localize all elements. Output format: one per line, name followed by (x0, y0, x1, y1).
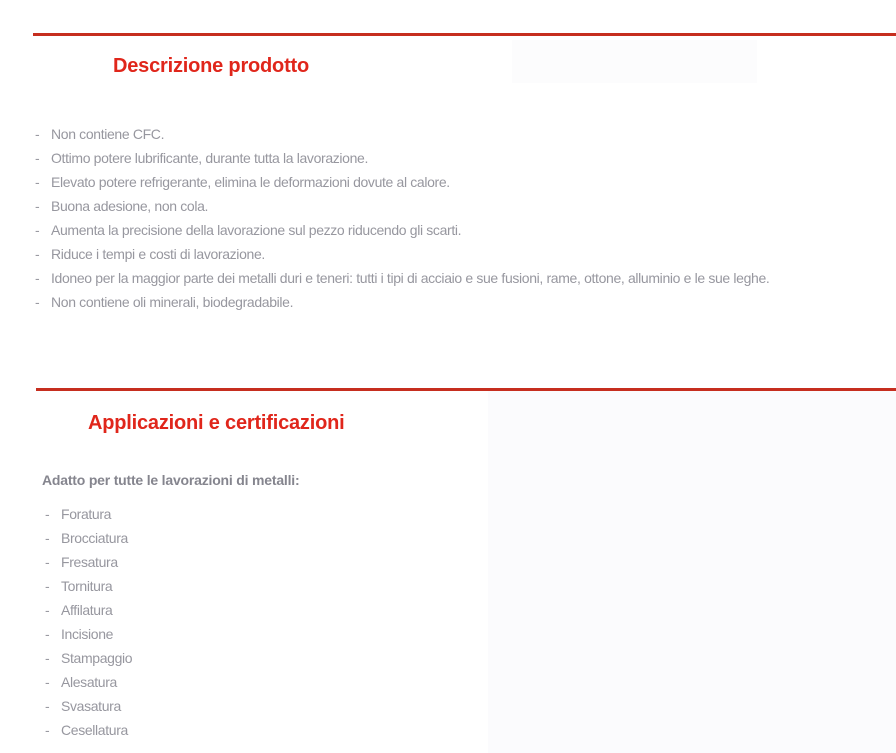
dash-bullet: - (45, 626, 50, 642)
dash-bullet: - (35, 270, 40, 286)
list-item (35, 218, 769, 242)
dash-bullet: - (35, 174, 40, 190)
list-item-text: Cesellatura (61, 722, 128, 738)
applications-section-title: Applicazioni e certificazioni (88, 412, 345, 434)
list-item (45, 502, 132, 526)
list-item (35, 290, 769, 314)
section-divider-rule (33, 33, 896, 36)
applications-list (45, 502, 132, 742)
list-item-text: Alesatura (61, 674, 117, 690)
dash-bullet: - (45, 506, 50, 522)
dash-bullet: - (45, 530, 50, 546)
applications-intro-text: Adatto per tutte le lavorazioni di metalli: (42, 472, 300, 488)
list-item-text: Buona adesione, non cola. (51, 198, 209, 214)
dash-bullet: - (35, 222, 40, 238)
list-item-text: Incisione (61, 626, 114, 642)
list-item (45, 670, 132, 694)
list-item-text: Idoneo per la maggior parte dei metalli duri e teneri: tutti i tipi di acciaio e sue fusioni, rame, ottone, alluminio e le sue leghe. (51, 270, 770, 286)
dash-bullet: - (35, 246, 40, 262)
dash-bullet: - (45, 674, 50, 690)
list-item-text: Non contiene CFC. (51, 126, 165, 142)
dash-bullet: - (45, 554, 50, 570)
list-item (35, 146, 769, 170)
list-item (45, 574, 132, 598)
list-item (35, 194, 769, 218)
description-section-title: Descrizione prodotto (113, 55, 310, 77)
dash-bullet: - (45, 650, 50, 666)
dash-bullet: - (35, 150, 40, 166)
list-item-text: Fresatura (61, 554, 118, 570)
dash-bullet: - (35, 126, 40, 142)
list-item (45, 550, 132, 574)
list-item (45, 598, 132, 622)
section-divider-rule (36, 388, 896, 391)
list-item (45, 622, 132, 646)
list-item-text: Stampaggio (61, 650, 133, 666)
list-item (35, 242, 769, 266)
list-item-text: Tornitura (61, 578, 113, 594)
dash-bullet: - (45, 698, 50, 714)
faint-panel (512, 40, 757, 83)
list-item-text: Affilatura (61, 602, 113, 618)
list-item-text: Foratura (61, 506, 112, 522)
list-item (35, 266, 769, 290)
dash-bullet: - (45, 602, 50, 618)
list-item (45, 646, 132, 670)
list-item (35, 122, 769, 146)
list-item-text: Brocciatura (61, 530, 128, 546)
dash-bullet: - (45, 722, 50, 738)
list-item (45, 718, 132, 742)
dash-bullet: - (35, 294, 40, 310)
list-item-text: Elevato potere refrigerante, elimina le deformazioni dovute al calore. (51, 174, 450, 190)
list-item-text: Ottimo potere lubrificante, durante tutta la lavorazione. (51, 150, 369, 166)
dash-bullet: - (35, 198, 40, 214)
list-item-text: Non contiene oli minerali, biodegradabile. (51, 294, 294, 310)
list-item (45, 526, 132, 550)
right-column-background (488, 391, 896, 753)
list-item (35, 170, 769, 194)
list-item-text: Aumenta la precisione della lavorazione sul pezzo riducendo gli scarti. (51, 222, 462, 238)
list-item (45, 694, 132, 718)
list-item-text: Svasatura (61, 698, 121, 714)
list-item-text: Riduce i tempi e costi di lavorazione. (51, 246, 265, 262)
dash-bullet: - (45, 578, 50, 594)
description-list (35, 122, 769, 314)
